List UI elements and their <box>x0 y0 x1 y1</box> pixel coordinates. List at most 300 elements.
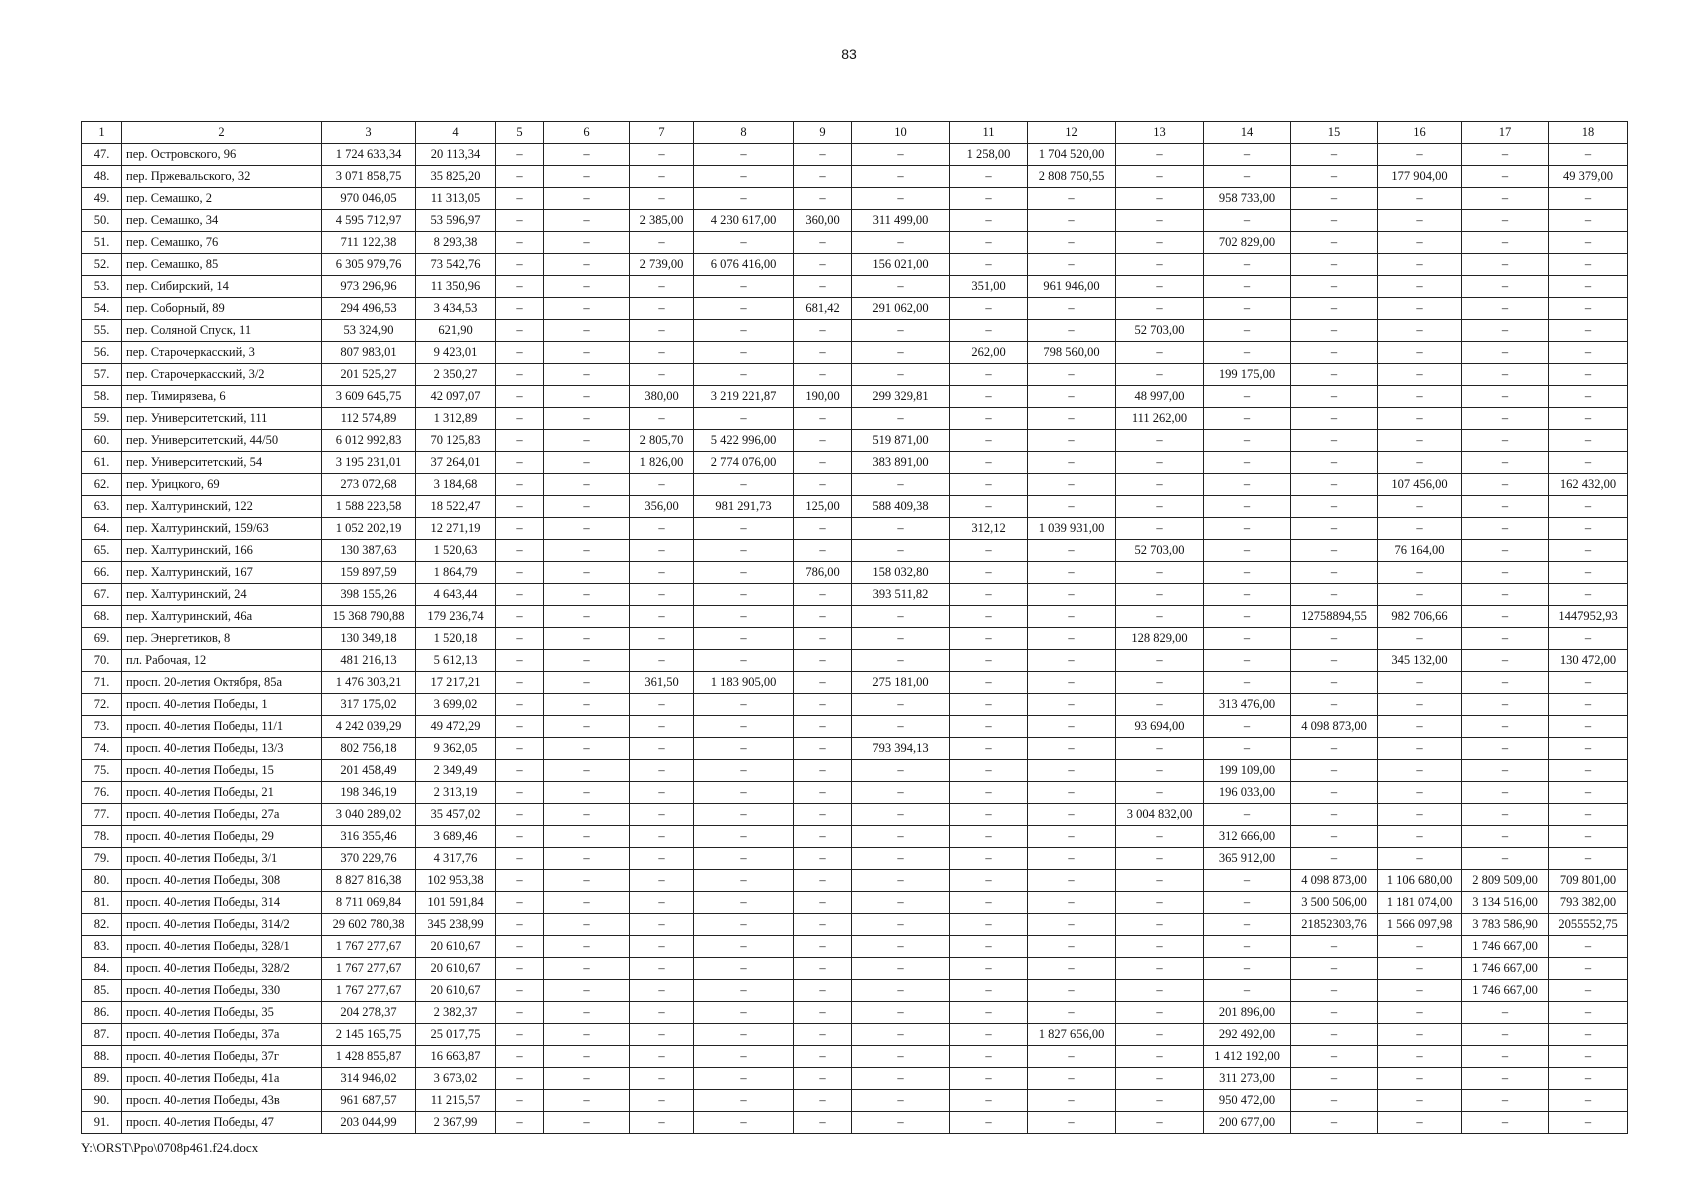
value-cell: – <box>1378 584 1462 606</box>
value-cell: – <box>694 892 794 914</box>
value-cell: 196 033,00 <box>1204 782 1291 804</box>
value-cell: 20 610,67 <box>416 936 496 958</box>
value-cell: – <box>852 606 950 628</box>
value-cell: – <box>1116 936 1204 958</box>
value-cell: – <box>794 166 852 188</box>
value-cell: – <box>1291 144 1378 166</box>
value-cell: – <box>794 276 852 298</box>
value-cell: – <box>1204 562 1291 584</box>
value-cell: 317 175,02 <box>322 694 416 716</box>
value-cell: – <box>694 628 794 650</box>
value-cell: – <box>496 914 544 936</box>
value-cell: 107 456,00 <box>1378 474 1462 496</box>
value-cell: – <box>496 980 544 1002</box>
value-cell: – <box>852 144 950 166</box>
value-cell: – <box>1291 210 1378 232</box>
value-cell: – <box>794 958 852 980</box>
value-cell: – <box>544 870 630 892</box>
value-cell: – <box>1549 694 1628 716</box>
value-cell: 5 422 996,00 <box>694 430 794 452</box>
value-cell: – <box>950 320 1028 342</box>
value-cell: – <box>630 914 694 936</box>
value-cell: – <box>1549 452 1628 474</box>
value-cell: – <box>1378 232 1462 254</box>
value-cell: – <box>1116 980 1204 1002</box>
value-cell: – <box>544 144 630 166</box>
address-cell: просп. 40-летия Победы, 47 <box>122 1112 322 1134</box>
value-cell: – <box>544 210 630 232</box>
value-cell: – <box>694 1024 794 1046</box>
value-cell: 20 610,67 <box>416 980 496 1002</box>
row-number-cell: 81. <box>82 892 122 914</box>
value-cell: 312,12 <box>950 518 1028 540</box>
value-cell: – <box>1116 958 1204 980</box>
value-cell: – <box>1378 188 1462 210</box>
value-cell: – <box>1028 188 1116 210</box>
value-cell: – <box>794 760 852 782</box>
value-cell: – <box>496 716 544 738</box>
value-cell: 49 379,00 <box>1549 166 1628 188</box>
value-cell: – <box>1378 738 1462 760</box>
value-cell: – <box>1116 672 1204 694</box>
table-row <box>82 276 1628 298</box>
value-cell: – <box>544 760 630 782</box>
value-cell: – <box>794 716 852 738</box>
value-cell: 681,42 <box>794 298 852 320</box>
value-cell: 8 711 069,84 <box>322 892 416 914</box>
address-cell: пер. Сибирский, 14 <box>122 276 322 298</box>
value-cell: 380,00 <box>630 386 694 408</box>
value-cell: – <box>1462 1112 1549 1134</box>
value-cell: – <box>630 1090 694 1112</box>
value-cell: – <box>1462 826 1549 848</box>
value-cell: – <box>630 298 694 320</box>
value-cell: – <box>1028 936 1116 958</box>
value-cell: – <box>1204 870 1291 892</box>
value-cell: – <box>1028 606 1116 628</box>
address-cell: пер. Халтуринский, 46а <box>122 606 322 628</box>
value-cell: – <box>1028 760 1116 782</box>
value-cell: – <box>1291 320 1378 342</box>
value-cell: – <box>694 342 794 364</box>
value-cell: – <box>1204 672 1291 694</box>
value-cell: 314 946,02 <box>322 1068 416 1090</box>
row-number-cell: 77. <box>82 804 122 826</box>
value-cell: – <box>544 386 630 408</box>
value-cell: – <box>694 738 794 760</box>
address-cell: просп. 40-летия Победы, 314/2 <box>122 914 322 936</box>
row-number-cell: 80. <box>82 870 122 892</box>
value-cell: 12758894,55 <box>1291 606 1378 628</box>
value-cell: 201 458,49 <box>322 760 416 782</box>
value-cell: – <box>1462 232 1549 254</box>
footer-file-path: Y:\ORST\Ppo\0708p461.f24.docx <box>81 1140 259 1155</box>
value-cell: – <box>544 166 630 188</box>
value-cell: 316 355,46 <box>322 826 416 848</box>
value-cell: – <box>544 694 630 716</box>
row-number-cell: 63. <box>82 496 122 518</box>
value-cell: – <box>496 870 544 892</box>
value-cell: – <box>544 254 630 276</box>
table-row <box>82 1002 1628 1024</box>
value-cell: – <box>1378 716 1462 738</box>
value-cell: 3 609 645,75 <box>322 386 416 408</box>
value-cell: – <box>630 694 694 716</box>
address-cell: просп. 40-летия Победы, 37г <box>122 1046 322 1068</box>
value-cell: – <box>852 408 950 430</box>
value-cell: – <box>544 782 630 804</box>
value-cell: – <box>1204 408 1291 430</box>
address-cell: пер. Энергетиков, 8 <box>122 628 322 650</box>
value-cell: – <box>794 1068 852 1090</box>
value-cell: – <box>852 1090 950 1112</box>
value-cell: – <box>496 232 544 254</box>
value-cell: – <box>950 848 1028 870</box>
value-cell: – <box>630 628 694 650</box>
value-cell: – <box>794 452 852 474</box>
table-row <box>82 782 1628 804</box>
address-cell: пер. Соляной Спуск, 11 <box>122 320 322 342</box>
value-cell: – <box>694 320 794 342</box>
value-cell: – <box>1116 848 1204 870</box>
value-cell: 709 801,00 <box>1549 870 1628 892</box>
value-cell: 177 904,00 <box>1378 166 1462 188</box>
row-number-cell: 58. <box>82 386 122 408</box>
value-cell: – <box>1291 1068 1378 1090</box>
value-cell: – <box>1291 364 1378 386</box>
value-cell: – <box>794 342 852 364</box>
value-cell: – <box>496 738 544 760</box>
value-cell: 1 183 905,00 <box>694 672 794 694</box>
table-row <box>82 540 1628 562</box>
column-header-18: 18 <box>1549 122 1628 144</box>
value-cell: – <box>1378 936 1462 958</box>
value-cell: – <box>1462 716 1549 738</box>
value-cell: – <box>1204 958 1291 980</box>
value-cell: 1 566 097,98 <box>1378 914 1462 936</box>
address-cell: просп. 40-летия Победы, 27а <box>122 804 322 826</box>
value-cell: – <box>1116 144 1204 166</box>
value-cell: – <box>1378 760 1462 782</box>
row-number-cell: 48. <box>82 166 122 188</box>
value-cell: – <box>544 1090 630 1112</box>
value-cell: – <box>852 540 950 562</box>
address-cell: пл. Рабочая, 12 <box>122 650 322 672</box>
value-cell: 73 542,76 <box>416 254 496 276</box>
value-cell: – <box>630 232 694 254</box>
value-cell: – <box>544 474 630 496</box>
address-cell: просп. 40-летия Победы, 29 <box>122 826 322 848</box>
value-cell: – <box>694 716 794 738</box>
address-cell: пер. Университетский, 44/50 <box>122 430 322 452</box>
value-cell: – <box>496 188 544 210</box>
value-cell: – <box>1291 650 1378 672</box>
value-cell: – <box>694 760 794 782</box>
value-cell: – <box>496 408 544 430</box>
table-row <box>82 1068 1628 1090</box>
value-cell: – <box>544 738 630 760</box>
value-cell: – <box>544 892 630 914</box>
table-row <box>82 1024 1628 1046</box>
value-cell: 793 394,13 <box>852 738 950 760</box>
value-cell: 1 746 667,00 <box>1462 936 1549 958</box>
value-cell: 360,00 <box>794 210 852 232</box>
value-cell: 961 687,57 <box>322 1090 416 1112</box>
value-cell: – <box>496 848 544 870</box>
value-cell: – <box>544 628 630 650</box>
value-cell: – <box>694 980 794 1002</box>
value-cell: – <box>630 584 694 606</box>
value-cell: – <box>496 1002 544 1024</box>
value-cell: 3 219 221,87 <box>694 386 794 408</box>
value-cell: – <box>1116 892 1204 914</box>
value-cell: – <box>950 628 1028 650</box>
value-cell: – <box>852 166 950 188</box>
value-cell: – <box>950 936 1028 958</box>
value-cell: – <box>1291 694 1378 716</box>
page-number: 83 <box>841 46 857 62</box>
value-cell: – <box>496 1090 544 1112</box>
table-row <box>82 826 1628 848</box>
value-cell: – <box>544 1046 630 1068</box>
value-cell: 262,00 <box>950 342 1028 364</box>
value-cell: 1 520,63 <box>416 540 496 562</box>
value-cell: – <box>694 540 794 562</box>
value-cell: – <box>496 452 544 474</box>
value-cell: 273 072,68 <box>322 474 416 496</box>
value-cell: – <box>950 166 1028 188</box>
value-cell: – <box>1028 562 1116 584</box>
value-cell: 15 368 790,88 <box>322 606 416 628</box>
row-number-cell: 78. <box>82 826 122 848</box>
header-row <box>82 122 1628 144</box>
value-cell: – <box>950 672 1028 694</box>
value-cell: – <box>1549 342 1628 364</box>
value-cell: 203 044,99 <box>322 1112 416 1134</box>
value-cell: – <box>1462 144 1549 166</box>
address-cell: пер. Халтуринский, 159/63 <box>122 518 322 540</box>
value-cell: 294 496,53 <box>322 298 416 320</box>
value-cell: – <box>1116 760 1204 782</box>
value-cell: – <box>1116 606 1204 628</box>
value-cell: 312 666,00 <box>1204 826 1291 848</box>
value-cell: – <box>630 738 694 760</box>
value-cell: – <box>1204 496 1291 518</box>
value-cell: – <box>694 276 794 298</box>
value-cell: – <box>630 276 694 298</box>
value-cell: 53 324,90 <box>322 320 416 342</box>
table-row <box>82 320 1628 342</box>
value-cell: 2 805,70 <box>630 430 694 452</box>
value-cell: – <box>1378 804 1462 826</box>
value-cell: 1 312,89 <box>416 408 496 430</box>
value-cell: 981 291,73 <box>694 496 794 518</box>
value-cell: – <box>1291 386 1378 408</box>
value-cell: – <box>1462 1068 1549 1090</box>
table-row <box>82 452 1628 474</box>
value-cell: – <box>1291 342 1378 364</box>
value-cell: – <box>1116 914 1204 936</box>
value-cell: – <box>1462 628 1549 650</box>
value-cell: 958 733,00 <box>1204 188 1291 210</box>
value-cell: – <box>1549 320 1628 342</box>
value-cell: – <box>794 232 852 254</box>
value-cell: – <box>1028 826 1116 848</box>
value-cell: – <box>544 936 630 958</box>
value-cell: – <box>694 364 794 386</box>
value-cell: 48 997,00 <box>1116 386 1204 408</box>
value-cell: 2 382,37 <box>416 1002 496 1024</box>
value-cell: – <box>1291 760 1378 782</box>
value-cell: 292 492,00 <box>1204 1024 1291 1046</box>
value-cell: – <box>1204 606 1291 628</box>
value-cell: – <box>852 1024 950 1046</box>
value-cell: – <box>496 782 544 804</box>
value-cell: – <box>1204 386 1291 408</box>
value-cell: – <box>1028 386 1116 408</box>
table-row <box>82 628 1628 650</box>
value-cell: – <box>1462 760 1549 782</box>
value-cell: – <box>544 1068 630 1090</box>
value-cell: – <box>794 782 852 804</box>
value-cell: – <box>1462 430 1549 452</box>
value-cell: – <box>852 276 950 298</box>
value-cell: – <box>1291 496 1378 518</box>
value-cell: – <box>1462 584 1549 606</box>
value-cell: – <box>852 518 950 540</box>
table-row <box>82 892 1628 914</box>
value-cell: – <box>694 474 794 496</box>
value-cell: – <box>544 430 630 452</box>
value-cell: 299 329,81 <box>852 386 950 408</box>
value-cell: – <box>1291 628 1378 650</box>
value-cell: – <box>852 914 950 936</box>
value-cell: – <box>1204 738 1291 760</box>
address-cell: просп. 40-летия Победы, 3/1 <box>122 848 322 870</box>
value-cell: – <box>794 628 852 650</box>
value-cell: – <box>1462 188 1549 210</box>
value-cell: – <box>694 584 794 606</box>
value-cell: – <box>1378 980 1462 1002</box>
value-cell: – <box>852 1002 950 1024</box>
value-cell: 9 423,01 <box>416 342 496 364</box>
value-cell: – <box>496 364 544 386</box>
value-cell: 42 097,07 <box>416 386 496 408</box>
value-cell: – <box>950 1112 1028 1134</box>
value-cell: – <box>1116 342 1204 364</box>
value-cell: 4 317,76 <box>416 848 496 870</box>
table-row <box>82 518 1628 540</box>
value-cell: – <box>1116 232 1204 254</box>
value-cell: – <box>950 606 1028 628</box>
value-cell: 798 560,00 <box>1028 342 1116 364</box>
value-cell: – <box>1291 408 1378 430</box>
value-cell: – <box>794 936 852 958</box>
value-cell: – <box>1378 562 1462 584</box>
value-cell: 29 602 780,38 <box>322 914 416 936</box>
value-cell: 1 052 202,19 <box>322 518 416 540</box>
value-cell: – <box>1116 1024 1204 1046</box>
value-cell: – <box>1549 496 1628 518</box>
value-cell: 356,00 <box>630 496 694 518</box>
value-cell: – <box>794 914 852 936</box>
value-cell: – <box>496 540 544 562</box>
value-cell: 5 612,13 <box>416 650 496 672</box>
value-cell: – <box>496 650 544 672</box>
value-cell: – <box>1204 914 1291 936</box>
value-cell: – <box>1028 694 1116 716</box>
value-cell: 291 062,00 <box>852 298 950 320</box>
value-cell: – <box>630 848 694 870</box>
value-cell: 52 703,00 <box>1116 320 1204 342</box>
value-cell: – <box>694 936 794 958</box>
address-cell: просп. 40-летия Победы, 21 <box>122 782 322 804</box>
value-cell: – <box>1549 364 1628 386</box>
table-row <box>82 496 1628 518</box>
value-cell: – <box>950 474 1028 496</box>
value-cell: – <box>794 650 852 672</box>
row-number-cell: 62. <box>82 474 122 496</box>
value-cell: – <box>852 188 950 210</box>
value-cell: – <box>1204 540 1291 562</box>
value-cell: – <box>1028 364 1116 386</box>
row-number-cell: 82. <box>82 914 122 936</box>
value-cell: – <box>1549 210 1628 232</box>
value-cell: – <box>1028 452 1116 474</box>
value-cell: 53 596,97 <box>416 210 496 232</box>
value-cell: – <box>1116 782 1204 804</box>
table-row <box>82 804 1628 826</box>
value-cell: – <box>496 320 544 342</box>
value-cell: – <box>950 210 1028 232</box>
value-cell: – <box>1462 276 1549 298</box>
value-cell: 70 125,83 <box>416 430 496 452</box>
value-cell: – <box>1116 430 1204 452</box>
value-cell: – <box>1462 386 1549 408</box>
value-cell: – <box>852 694 950 716</box>
value-cell: – <box>1204 650 1291 672</box>
value-cell: – <box>1028 958 1116 980</box>
value-cell: – <box>1028 232 1116 254</box>
value-cell: 6 305 979,76 <box>322 254 416 276</box>
row-number-cell: 57. <box>82 364 122 386</box>
table-row <box>82 562 1628 584</box>
column-header-16: 16 <box>1378 122 1462 144</box>
value-cell: 128 829,00 <box>1116 628 1204 650</box>
value-cell: 2 145 165,75 <box>322 1024 416 1046</box>
value-cell: – <box>950 804 1028 826</box>
value-cell: 361,50 <box>630 672 694 694</box>
value-cell: – <box>544 672 630 694</box>
value-cell: – <box>852 364 950 386</box>
value-cell: – <box>630 936 694 958</box>
value-cell: – <box>1028 650 1116 672</box>
table-row <box>82 1046 1628 1068</box>
value-cell: 311 273,00 <box>1204 1068 1291 1090</box>
value-cell: 1 826,00 <box>630 452 694 474</box>
column-header-7: 7 <box>630 122 694 144</box>
value-cell: 311 499,00 <box>852 210 950 232</box>
value-cell: 3 500 506,00 <box>1291 892 1378 914</box>
value-cell: 1 039 931,00 <box>1028 518 1116 540</box>
value-cell: – <box>1291 1046 1378 1068</box>
value-cell: – <box>544 364 630 386</box>
value-cell: 11 350,96 <box>416 276 496 298</box>
value-cell: – <box>1204 474 1291 496</box>
value-cell: – <box>794 408 852 430</box>
value-cell: 2 739,00 <box>630 254 694 276</box>
value-cell: – <box>950 826 1028 848</box>
